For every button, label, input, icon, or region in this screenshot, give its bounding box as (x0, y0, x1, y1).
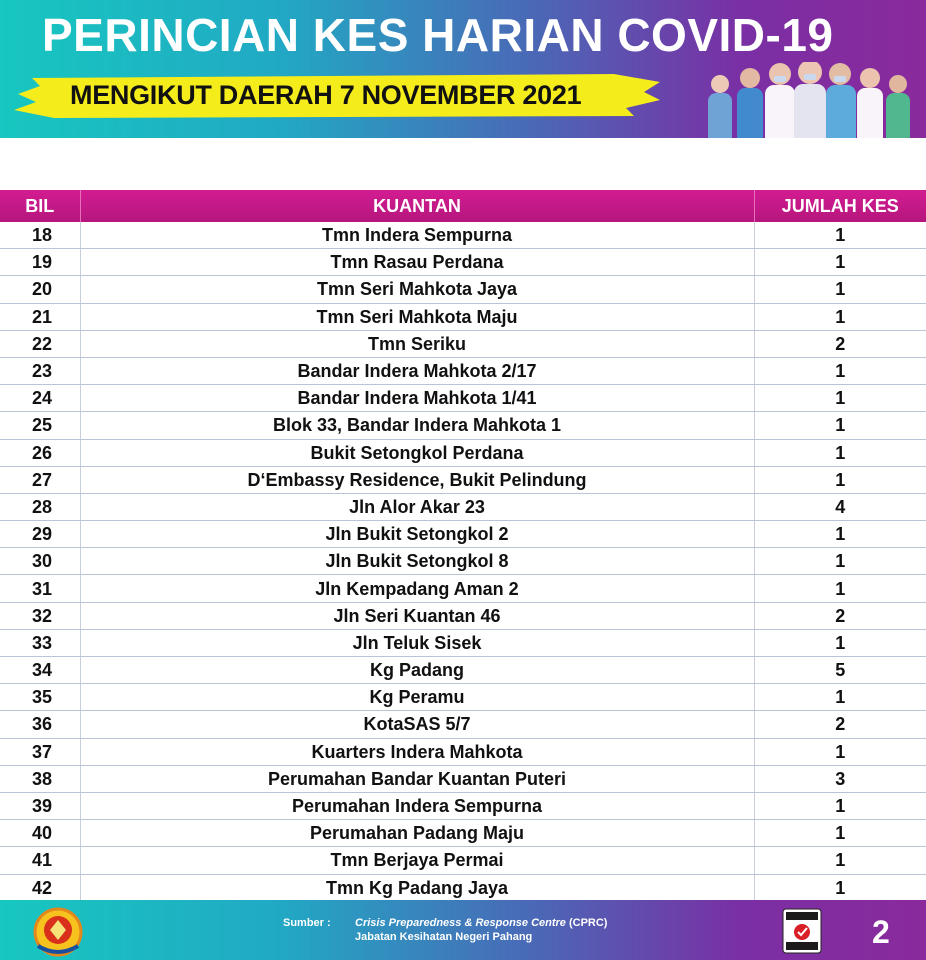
row-location: Blok 33, Bandar Indera Mahkota 1 (80, 412, 754, 439)
row-cases: 1 (754, 466, 926, 493)
source-name-text: Crisis Preparedness & Response Centre (355, 917, 566, 929)
page-title: PERINCIAN KES HARIAN COVID-19 (42, 9, 834, 61)
source-name (355, 917, 607, 929)
row-cases: 1 (754, 738, 926, 765)
row-cases: 1 (754, 575, 926, 602)
table-row (0, 820, 926, 847)
row-location: Tmn Seriku (80, 330, 754, 357)
row-cases: 2 (754, 602, 926, 629)
source-abbr: (CPRC) (565, 917, 608, 929)
table-row (0, 548, 926, 575)
row-cases: 4 (754, 493, 926, 520)
row-cases: 1 (754, 874, 926, 901)
row-location: Kg Padang (80, 657, 754, 684)
row-cases: 1 (754, 439, 926, 466)
table-row (0, 657, 926, 684)
row-location: Jln Bukit Setongkol 2 (80, 521, 754, 548)
table-row (0, 792, 926, 819)
cases-table-container (0, 190, 926, 902)
row-cases: 1 (754, 303, 926, 330)
row-location: Kg Peramu (80, 684, 754, 711)
row-location: Perumahan Indera Sempurna (80, 792, 754, 819)
row-bil: 42 (0, 874, 80, 901)
row-cases: 1 (754, 276, 926, 303)
table-row (0, 466, 926, 493)
row-location: Tmn Berjaya Permai (80, 847, 754, 874)
row-location: Jln Bukit Setongkol 8 (80, 548, 754, 575)
row-bil: 33 (0, 629, 80, 656)
row-location: Bandar Indera Mahkota 2/17 (80, 357, 754, 384)
row-location: Tmn Rasau Perdana (80, 249, 754, 276)
table-row (0, 738, 926, 765)
row-location: Bandar Indera Mahkota 1/41 (80, 385, 754, 412)
row-bil: 21 (0, 303, 80, 330)
table-row (0, 249, 926, 276)
row-bil: 39 (0, 792, 80, 819)
table-row (0, 303, 926, 330)
row-location: KotaSAS 5/7 (80, 711, 754, 738)
row-location: Perumahan Padang Maju (80, 820, 754, 847)
row-bil: 28 (0, 493, 80, 520)
row-bil: 37 (0, 738, 80, 765)
row-cases: 1 (754, 249, 926, 276)
row-bil: 18 (0, 222, 80, 249)
row-bil: 29 (0, 521, 80, 548)
row-location: Tmn Seri Mahkota Jaya (80, 276, 754, 303)
table-row (0, 521, 926, 548)
row-location: Jln Kempadang Aman 2 (80, 575, 754, 602)
row-cases: 1 (754, 847, 926, 874)
cases-table (0, 190, 926, 902)
source-label: Sumber : (283, 917, 331, 929)
row-location: Bukit Setongkol Perdana (80, 439, 754, 466)
row-cases: 1 (754, 548, 926, 575)
row-bil: 22 (0, 330, 80, 357)
row-bil: 27 (0, 466, 80, 493)
header-banner (0, 0, 926, 138)
row-cases: 1 (754, 385, 926, 412)
row-location: Tmn Indera Sempurna (80, 222, 754, 249)
row-location: D‘Embassy Residence, Bukit Pelindung (80, 466, 754, 493)
table-row (0, 629, 926, 656)
row-bil: 40 (0, 820, 80, 847)
table-row (0, 765, 926, 792)
row-bil: 25 (0, 412, 80, 439)
jkn-logo-icon (30, 906, 86, 958)
row-cases: 3 (754, 765, 926, 792)
column-header-bil: BIL (0, 190, 80, 222)
table-row (0, 330, 926, 357)
row-bil: 30 (0, 548, 80, 575)
row-location: Jln Alor Akar 23 (80, 493, 754, 520)
table-body (0, 222, 926, 901)
table-row (0, 222, 926, 249)
row-cases: 2 (754, 711, 926, 738)
row-cases: 1 (754, 629, 926, 656)
page-number: 2 (872, 914, 890, 950)
table-row (0, 357, 926, 384)
row-bil: 34 (0, 657, 80, 684)
row-location: Jln Seri Kuantan 46 (80, 602, 754, 629)
table-header-row (0, 190, 926, 222)
row-bil: 26 (0, 439, 80, 466)
table-row (0, 276, 926, 303)
page-subtitle: MENGIKUT DAERAH 7 NOVEMBER 2021 (70, 80, 582, 110)
row-cases: 1 (754, 357, 926, 384)
column-header-jumlah-kes: JUMLAH KES (754, 190, 926, 222)
row-bil: 20 (0, 276, 80, 303)
table-row (0, 874, 926, 901)
row-location: Jln Teluk Sisek (80, 629, 754, 656)
row-cases: 1 (754, 521, 926, 548)
row-bil: 31 (0, 575, 80, 602)
row-cases: 1 (754, 820, 926, 847)
table-row (0, 847, 926, 874)
column-header-kuantan: KUANTAN (80, 190, 754, 222)
row-location: Perumahan Bandar Kuantan Puteri (80, 765, 754, 792)
row-bil: 41 (0, 847, 80, 874)
row-bil: 36 (0, 711, 80, 738)
row-cases: 1 (754, 222, 926, 249)
row-cases: 1 (754, 412, 926, 439)
row-bil: 24 (0, 385, 80, 412)
row-bil: 38 (0, 765, 80, 792)
row-cases: 5 (754, 657, 926, 684)
table-row (0, 711, 926, 738)
source-organization: Jabatan Kesihatan Negeri Pahang (355, 931, 533, 943)
row-cases: 1 (754, 684, 926, 711)
table-row (0, 602, 926, 629)
row-bil: 23 (0, 357, 80, 384)
table-row (0, 493, 926, 520)
row-cases: 2 (754, 330, 926, 357)
row-bil: 19 (0, 249, 80, 276)
table-row (0, 385, 926, 412)
kita-bersih-kita-sihat-logo-icon (782, 908, 822, 954)
table-row (0, 684, 926, 711)
row-location: Kuarters Indera Mahkota (80, 738, 754, 765)
table-row (0, 439, 926, 466)
row-bil: 35 (0, 684, 80, 711)
table-row (0, 412, 926, 439)
row-cases: 1 (754, 792, 926, 819)
row-location: Tmn Kg Padang Jaya (80, 874, 754, 901)
table-row (0, 575, 926, 602)
row-bil: 32 (0, 602, 80, 629)
row-location: Tmn Seri Mahkota Maju (80, 303, 754, 330)
healthcare-workers-illustration-icon (690, 62, 926, 138)
